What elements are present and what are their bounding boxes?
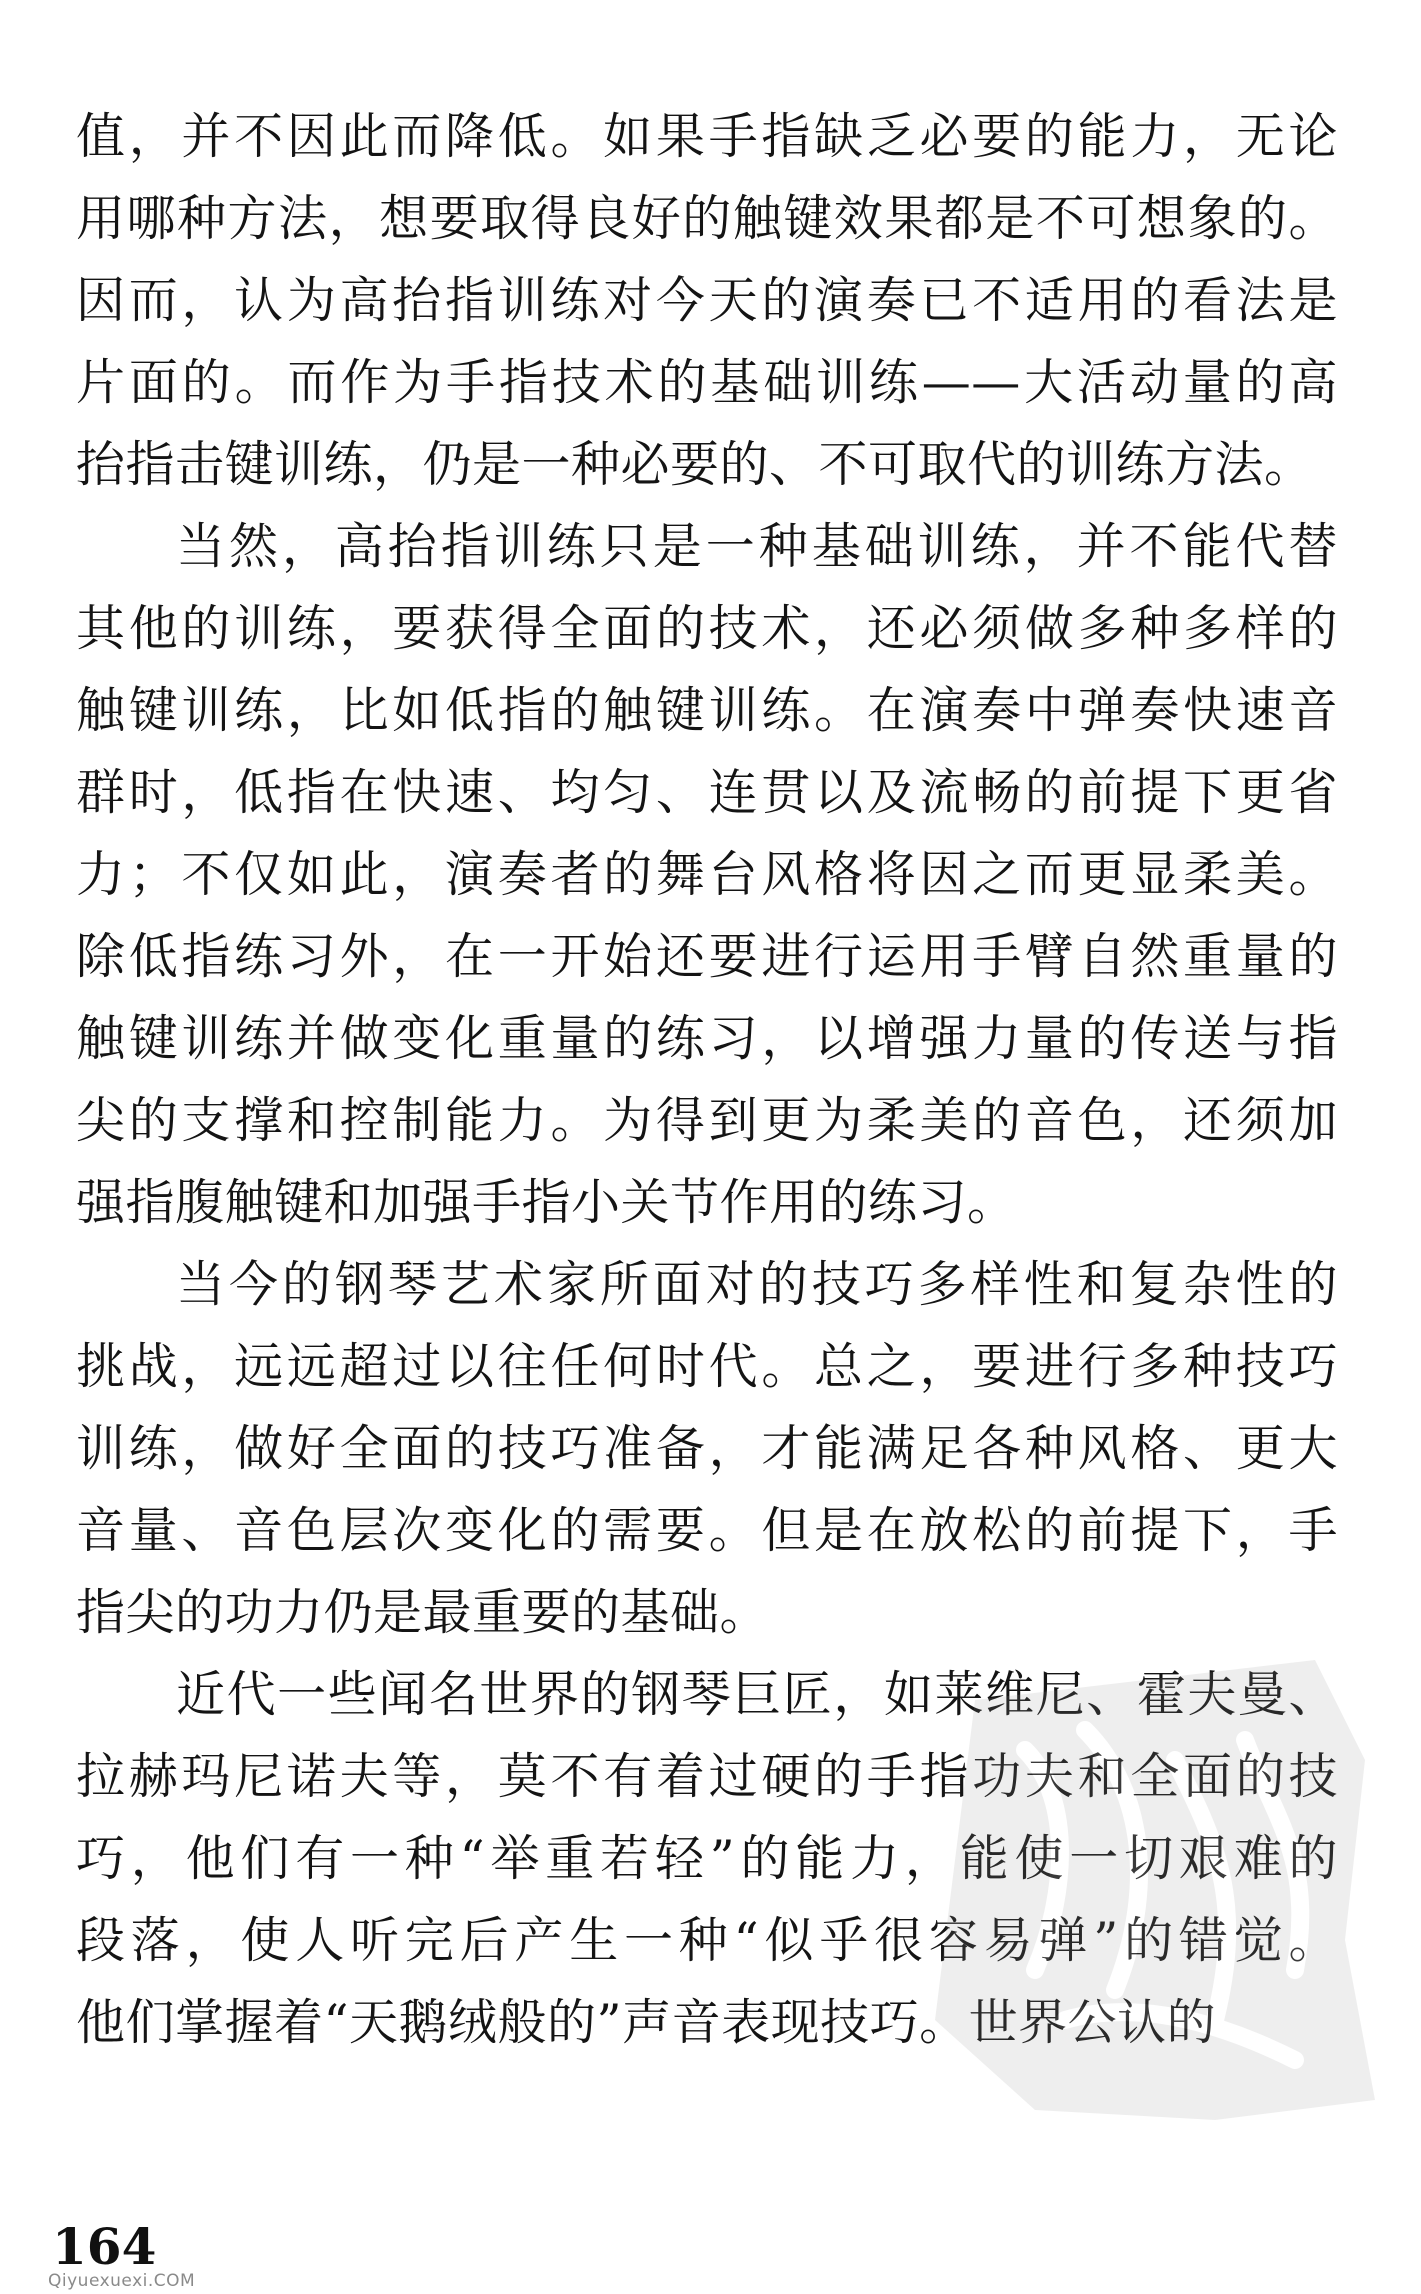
text-line: 片面的。而作为手指技术的基础训练——大活动量的高 xyxy=(76,354,1338,411)
text-line: 力；不仅如此，演奏者的舞台风格将因之而更显柔美。 xyxy=(76,846,1338,903)
text-line: 段落，使人听完后产生一种“似乎很容易弹”的错觉。 xyxy=(76,1912,1338,1969)
text-line: 值，并不因此而降低。如果手指缺乏必要的能力，无论 xyxy=(76,108,1338,165)
seal-watermark-icon xyxy=(915,1640,1385,2140)
text-line: 触键训练并做变化重量的练习，以增强力量的传送与指 xyxy=(76,1010,1338,1067)
text-line: 当今的钢琴艺术家所面对的技巧多样性和复杂性的 xyxy=(176,1256,1338,1313)
text-line: 强指腹触键和加强手指小关节作用的练习。 xyxy=(76,1174,1017,1231)
page-number: 164 xyxy=(52,2217,157,2276)
text-line: 因而，认为高抬指训练对今天的演奏已不适用的看法是 xyxy=(76,272,1338,329)
text-line: 群时，低指在快速、均匀、连贯以及流畅的前提下更省 xyxy=(76,764,1338,821)
text-line: 挑战，远远超过以往任何时代。总之，要进行多种技巧 xyxy=(76,1338,1338,1395)
text-line: 触键训练，比如低指的触键训练。在演奏中弹奏快速音 xyxy=(76,682,1338,739)
text-line: 当然，高抬指训练只是一种基础训练，并不能代替 xyxy=(176,518,1338,575)
site-watermark-text: Qiyuexuexi.COM xyxy=(48,2271,196,2291)
text-line: 抬指击键训练，仍是一种必要的、不可取代的训练方法。 xyxy=(76,436,1314,493)
text-line: 尖的支撑和控制能力。为得到更为柔美的音色，还须加 xyxy=(76,1092,1338,1149)
text-line: 近代一些闻名世界的钢琴巨匠，如莱维尼、霍夫曼、 xyxy=(176,1666,1338,1723)
text-line: 拉赫玛尼诺夫等，莫不有着过硬的手指功夫和全面的技 xyxy=(76,1748,1338,1805)
text-line: 训练，做好全面的技巧准备，才能满足各种风格、更大 xyxy=(76,1420,1338,1477)
text-line: 用哪种方法，想要取得良好的触键效果都是不可想象的。 xyxy=(76,190,1338,247)
text-line: 音量、音色层次变化的需要。但是在放松的前提下，手 xyxy=(76,1502,1338,1559)
text-line: 他们掌握着“天鹅绒般的”声音表现技巧。世界公认的 xyxy=(76,1994,1217,2051)
text-line: 除低指练习外，在一开始还要进行运用手臂自然重量的 xyxy=(76,928,1338,985)
text-line: 巧，他们有一种“举重若轻”的能力，能使一切艰难的 xyxy=(76,1830,1338,1887)
text-line: 指尖的功力仍是最重要的基础。 xyxy=(76,1584,770,1641)
text-line: 其他的训练，要获得全面的技术，还必须做多种多样的 xyxy=(76,600,1338,657)
